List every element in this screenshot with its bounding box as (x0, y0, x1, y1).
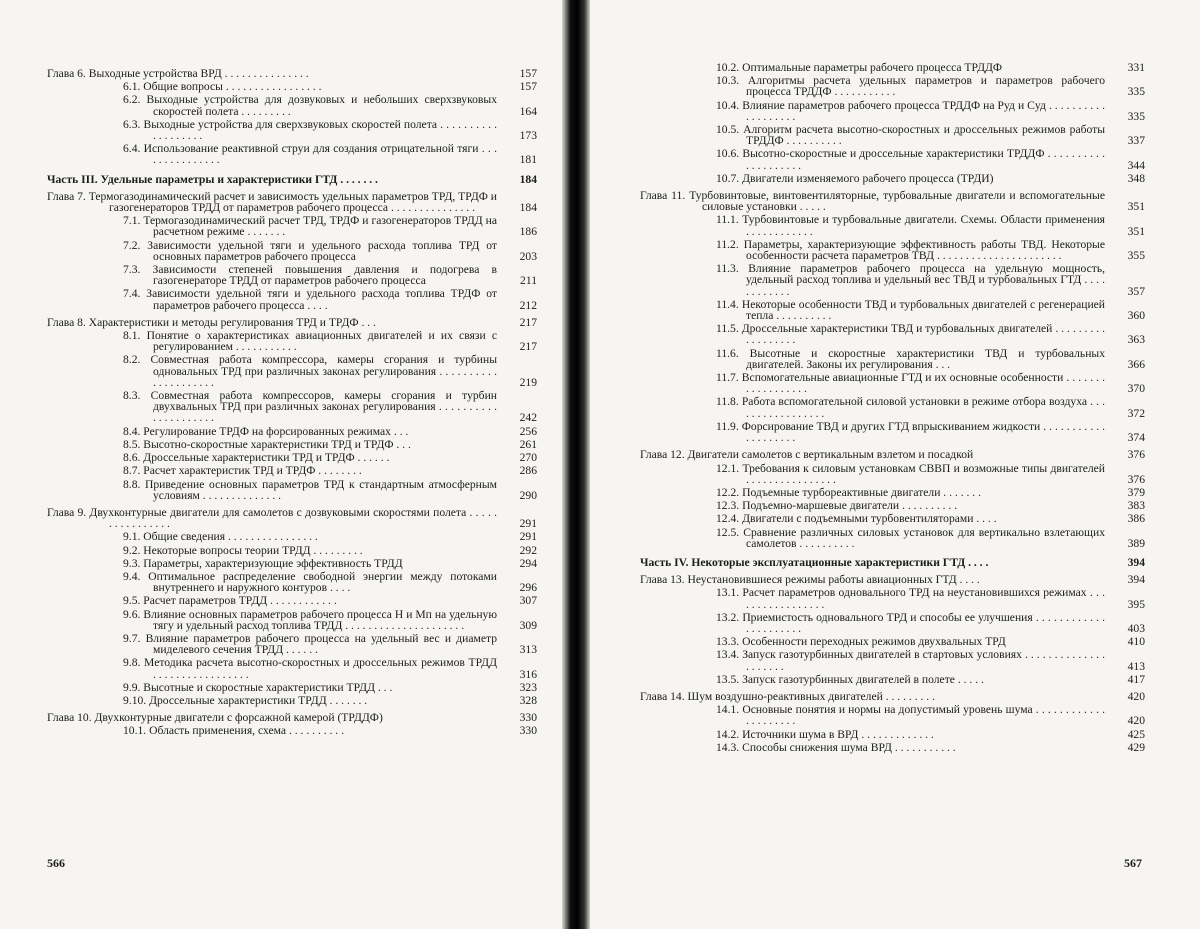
toc-entry-sec (123, 288, 537, 310)
toc-entry-chap (640, 190, 1145, 212)
toc-entry-page: 394 (1127, 573, 1145, 587)
toc-entry-title: 8.5. Высотно-скоростные характеристики ТРД и ТРДФ . . . (123, 437, 411, 451)
toc-entry-page: 335 (1127, 85, 1145, 99)
toc-entry-page: 291 (519, 517, 537, 531)
toc-left (47, 62, 537, 737)
toc-entry-title: 10.7. Двигатели изменяемого рабочего процесса (ТРДИ) (716, 171, 994, 185)
toc-entry-sec (716, 649, 1145, 671)
toc-entry-page: 351 (1127, 224, 1145, 238)
toc-entry-title: 9.6. Влияние основных параметров рабочего процесса H и Mп на удельную тягу и удельный расход топлива ТРДД . . . . . . . . . . . . . . . . . . . . . (123, 607, 497, 632)
toc-entry-page: 219 (519, 375, 537, 389)
toc-entry-page: 335 (1127, 109, 1145, 123)
toc-entry-page: 389 (1127, 536, 1145, 550)
toc-entry-sec (716, 396, 1145, 418)
toc-entry-sec (123, 215, 537, 237)
toc-entry-page: 173 (519, 129, 537, 143)
toc-entry-page: 290 (519, 488, 537, 502)
toc-entry-sec (123, 545, 537, 556)
toc-entry-page: 307 (519, 594, 537, 608)
toc-entry-page: 328 (519, 693, 537, 707)
toc-entry-page: 157 (519, 67, 537, 80)
toc-entry-page: 395 (1127, 597, 1145, 611)
toc-entry-chap (47, 191, 537, 213)
toc-entry-sec (716, 124, 1145, 146)
toc-entry-title: 13.1. Расчет параметров одновального ТРД на неустановившихся режимах . . . . . . . . . . . . . . . . . (716, 586, 1105, 611)
toc-entry-page: 212 (519, 298, 537, 312)
toc-entry-page: 296 (519, 581, 537, 595)
toc-entry-title: 12.5. Сравнение различных силовых установок для вертикально взлетающих самолетов . . . . . . . . . . (716, 525, 1105, 550)
toc-entry-title: Часть III. Удельные параметры и характеристики ГТД . . . . . . . (47, 172, 378, 186)
toc-entry-chap (640, 574, 1145, 585)
toc-entry-page: 331 (1127, 61, 1145, 74)
toc-entry-title: 10.3. Алгоритмы расчета удельных параметров и параметров рабочего процесса ТРДДФ . . . . . . . . . . . (716, 74, 1105, 99)
toc-entry-title: 7.3. Зависимости степеней повышения давления и подогрева в газогенераторе ТРДД от параметров рабочего процесса (123, 263, 497, 288)
toc-entry-title: 11.2. Параметры, характеризующие эффективность работы ТВД. Некоторые особенности расчета параметров ТВД . . . . . . . . . . . . . . . . . . . . . . (716, 237, 1105, 263)
toc-entry-sec (123, 94, 537, 116)
toc-entry-page: 217 (519, 315, 537, 329)
toc-entry-title: Глава 11. Турбовинтовые, винтовентиляторные, турбовальные двигатели и вспомогательные силовые установки . . . . . (640, 189, 1105, 214)
toc-entry-page: 309 (519, 618, 537, 632)
toc-entry-title: Глава 12. Двигатели самолетов с вертикальным взлетом и посадкой (640, 448, 974, 462)
toc-entry-page: 242 (519, 411, 537, 425)
toc-right (640, 60, 1145, 753)
toc-entry-sec (123, 426, 537, 437)
toc-entry-sec (716, 372, 1145, 394)
toc-entry-sec (716, 75, 1145, 97)
toc-entry-title: 9.3. Параметры, характеризующие эффективность ТРДД (123, 556, 403, 570)
toc-entry-page: 420 (1127, 714, 1145, 728)
toc-entry-title: 14.2. Источники шума в ВРД . . . . . . . . . . . . . (716, 727, 934, 741)
toc-entry-sec (716, 527, 1145, 549)
toc-entry-sec (716, 674, 1145, 685)
toc-entry-sec (123, 657, 537, 679)
toc-entry-sec (716, 421, 1145, 443)
toc-entry-page: 337 (1127, 134, 1145, 148)
toc-entry-title: 7.2. Зависимости удельной тяги и удельного расхода топлива ТРД от основных параметров рабочего процесса (123, 238, 497, 263)
toc-entry-sec (123, 439, 537, 450)
toc-entry-title: 9.5. Расчет параметров ТРДД . . . . . . . . . . . . (123, 594, 337, 608)
toc-entry-part (640, 557, 1145, 568)
toc-entry-title: 11.5. Дроссельные характеристики ТВД и турбовальных двигателей . . . . . . . . . . . . . . . . . . (716, 322, 1105, 347)
toc-entry-title: 9.8. Методика расчета высотно-скоростных и дроссельных режимов ТРДД . . . . . . . . . . . . . . . . . (123, 656, 497, 681)
toc-entry-sec (716, 148, 1145, 170)
page-number-right: 567 (1124, 856, 1142, 870)
toc-entry-sec (123, 465, 537, 476)
toc-entry-title: 13.2. Приемистость одновального ТРД и способы ее улучшения . . . . . . . . . . . . . . . . . . . . . . (716, 610, 1105, 635)
toc-entry-title: 6.3. Выходные устройства для сверхзвуковых скоростей полета . . . . . . . . . . . . . . . . . . . (123, 117, 497, 143)
toc-entry-sec (716, 587, 1145, 609)
toc-entry-title: 9.4. Оптимальное распределение свободной энергии между потоками внутреннего и наружного контуров . . . . (123, 569, 497, 595)
toc-entry-page: 294 (519, 556, 537, 570)
toc-entry-sec (716, 62, 1145, 73)
toc-entry-title: 6.4. Использование реактивной струи для создания отрицательной тяги . . . . . . . . . . . . . . . (123, 142, 497, 167)
toc-entry-sec (716, 487, 1145, 498)
toc-entry-page: 181 (519, 153, 537, 167)
toc-entry-sec (123, 143, 537, 165)
toc-entry-title: 10.6. Высотно-скоростные и дроссельные характеристики ТРДДФ . . . . . . . . . . . . . . . . . . . . (716, 147, 1105, 172)
toc-entry-page: 348 (1127, 171, 1145, 185)
toc-entry-sec (123, 479, 537, 501)
toc-entry-page: 184 (519, 201, 537, 215)
toc-entry-sec (716, 513, 1145, 524)
toc-entry-title: 7.4. Зависимости удельной тяги и удельного расхода топлива ТРДФ от параметров рабочего процесса . . . . (123, 287, 497, 312)
toc-entry-title: 6.2. Выходные устройства для дозвуковых и небольших сверхзвуковых скоростей полета . . . . . . . . . (123, 93, 497, 118)
toc-entry-page: 203 (519, 249, 537, 263)
toc-entry-title: 11.1. Турбовинтовые и турбовальные двигатели. Схемы. Области применения . . . . . . . . . . . . (716, 213, 1105, 238)
toc-entry-sec (716, 100, 1145, 122)
toc-entry-sec (123, 571, 537, 593)
toc-entry-page: 376 (1127, 472, 1145, 486)
toc-entry-page: 394 (1127, 555, 1145, 569)
toc-entry-sec (716, 214, 1145, 236)
toc-entry-title: Часть IV. Некоторые эксплуатационные характеристики ГТД . . . . (640, 555, 989, 569)
toc-entry-chap (47, 317, 537, 328)
toc-entry-page: 360 (1127, 309, 1145, 323)
book-gutter (562, 0, 590, 929)
toc-entry-page: 379 (1127, 485, 1145, 499)
toc-entry-page: 330 (519, 711, 537, 725)
toc-entry-title: 9.7. Влияние параметров рабочего процесса на удельный вес и диаметр миделевого сечения ТРДД . . . . . . (123, 631, 497, 657)
toc-entry-page: 184 (519, 172, 537, 186)
toc-entry-title: Глава 13. Неустановившиеся режимы работы авиационных ГТД . . . . (640, 573, 980, 587)
toc-entry-sec (123, 695, 537, 706)
toc-entry-sec (716, 500, 1145, 511)
toc-entry-page: 357 (1127, 284, 1145, 298)
left-page (0, 0, 562, 929)
toc-entry-page: 429 (1127, 740, 1145, 754)
toc-entry-page: 157 (519, 80, 537, 94)
toc-entry-page: 164 (519, 104, 537, 118)
toc-entry-page: 270 (519, 451, 537, 465)
toc-entry-title: 6.1. Общие вопросы . . . . . . . . . . . . . . . . . (123, 80, 322, 94)
toc-entry-sec (123, 240, 537, 262)
toc-entry-page: 344 (1127, 158, 1145, 172)
toc-entry-page: 351 (1127, 200, 1145, 214)
toc-entry-sec (123, 264, 537, 286)
toc-entry-sec (123, 682, 537, 693)
toc-entry-sec (123, 119, 537, 141)
toc-entry-sec (716, 704, 1145, 726)
toc-entry-title: 8.1. Понятие о характеристиках авиационных двигателей и их связи с регулированием . . . . . . . . . . . (123, 329, 497, 354)
toc-entry-sec (123, 390, 537, 424)
toc-entry-sec (123, 531, 537, 542)
toc-entry-page: 292 (519, 543, 537, 557)
toc-entry-page: 425 (1127, 727, 1145, 741)
toc-entry-sec (123, 81, 537, 92)
toc-entry-page: 403 (1127, 621, 1145, 635)
toc-entry-sec (123, 595, 537, 606)
toc-entry-title: 11.8. Работа вспомогательной силовой установки в режиме отбора воздуха . . . . . . . . . . . . . . . . . (716, 395, 1105, 420)
toc-entry-title: 14.3. Способы снижения шума ВРД . . . . . . . . . . . (716, 740, 956, 754)
toc-entry-sec (716, 742, 1145, 753)
toc-entry-title: 14.1. Основные понятия и нормы на допустимый уровень шума . . . . . . . . . . . . . . . . . . . . . (716, 703, 1105, 728)
toc-entry-title: 10.1. Область применения, схема . . . . . . . . . . (123, 724, 344, 738)
toc-entry-sec (716, 173, 1145, 184)
toc-entry-page: 374 (1127, 431, 1145, 445)
toc-entry-page: 383 (1127, 499, 1145, 513)
toc-entry-chap (640, 449, 1145, 460)
toc-entry-title: 10.4. Влияние параметров рабочего процесса ТРДДФ на Pуд и Cуд . . . . . . . . . . . . . . . . . . . (716, 98, 1105, 123)
toc-entry-title: Глава 14. Шум воздушно-реактивных двигателей . . . . . . . . . (640, 689, 935, 703)
toc-entry-title: 11.7. Вспомогательные авиационные ГТД и их основные особенности . . . . . . . . . . . . . . . . . . (716, 371, 1105, 396)
toc-entry-title: Глава 10. Двухконтурные двигатели с форсажной камерой (ТРДДФ) (47, 711, 383, 725)
toc-entry-title: 11.3. Влияние параметров рабочего процесса на удельную мощность, удельный расход топлива и удельный вес ТВД и турбовальных ГТД . . . . . . . . . . . . (716, 262, 1105, 298)
toc-entry-chap (47, 712, 537, 723)
toc-entry-page: 355 (1127, 249, 1145, 263)
toc-entry-page: 261 (519, 437, 537, 451)
toc-entry-sec (123, 633, 537, 655)
toc-entry-page: 386 (1127, 512, 1145, 526)
toc-entry-page: 217 (519, 340, 537, 354)
toc-entry-page: 330 (519, 724, 537, 738)
toc-entry-title: 9.9. Высотные и скоростные характеристики ТРДД . . . (123, 680, 393, 694)
toc-entry-title: 11.6. Высотные и скоростные характеристики ТВД и турбовальных двигателей. Законы их регулирования . . . (716, 346, 1105, 371)
toc-entry-sec (123, 330, 537, 352)
toc-entry-page: 211 (520, 274, 537, 288)
toc-entry-chap (640, 691, 1145, 702)
toc-entry-sec (123, 609, 537, 631)
toc-entry-title: 10.2. Оптимальные параметры рабочего процесса ТРДДФ (716, 61, 1003, 74)
toc-entry-sec (716, 263, 1145, 297)
toc-entry-title: 8.4. Регулирование ТРДФ на форсированных режимах . . . (123, 424, 409, 438)
toc-entry-page: 420 (1127, 689, 1145, 703)
toc-entry-sec (716, 323, 1145, 345)
toc-entry-title: 8.6. Дроссельные характеристики ТРД и ТРДФ . . . . . . (123, 451, 390, 465)
toc-entry-title: 13.3. Особенности переходных режимов двухвальных ТРД (716, 635, 1006, 649)
toc-entry-sec (716, 636, 1145, 647)
toc-entry-title: 8.7. Расчет характеристик ТРД и ТРДФ . . . . . . . . (123, 464, 362, 478)
page-number-left: 566 (47, 856, 65, 870)
toc-entry-title: 13.4. Запуск газотурбинных двигателей в стартовых условиях . . . . . . . . . . . . . . . . . . . . . (716, 648, 1105, 673)
toc-entry-page: 376 (1127, 448, 1145, 462)
toc-entry-title: Глава 7. Термогазодинамический расчет и зависимость удельных параметров ТРД, ТРДФ и газогенераторов ТРДД от параметров рабочего процесса . . . . . . . . . . . . . . . (47, 189, 497, 215)
toc-entry-title: 9.10. Дроссельные характеристики ТРДД . . . . . . . (123, 693, 368, 707)
toc-entry-page: 363 (1127, 333, 1145, 347)
toc-entry-sec (716, 348, 1145, 370)
toc-entry-title: 8.8. Приведение основных параметров ТРД к стандартным атмосферным условиям . . . . . . . . . . . . . . (123, 477, 497, 502)
toc-entry-sec (123, 558, 537, 569)
toc-entry-title: 13.5. Запуск газотурбинных двигателей в полете . . . . . (716, 672, 984, 686)
toc-entry-page: 417 (1127, 672, 1145, 686)
toc-entry-page: 372 (1127, 406, 1145, 420)
toc-entry-page: 313 (519, 643, 537, 657)
toc-entry-sec (123, 725, 537, 736)
toc-entry-title: Глава 6. Выходные устройства ВРД . . . . . . . . . . . . . . . (47, 67, 309, 80)
toc-entry-page: 316 (519, 667, 537, 681)
toc-entry-title: 12.1. Требования к силовым установкам СВВП и возможные типы двигателей . . . . . . . . . . . . . . . . (716, 461, 1105, 486)
toc-entry-part (47, 174, 537, 185)
toc-entry-chap (47, 507, 537, 529)
toc-entry-title: 12.4. Двигатели с подъемными турбовентиляторами . . . . (716, 512, 997, 526)
toc-entry-title: 9.1. Общие сведения . . . . . . . . . . . . . . . . (123, 530, 318, 544)
toc-entry-sec (123, 354, 537, 388)
toc-entry-page: 413 (1127, 659, 1145, 673)
toc-entry-title: 10.5. Алгоритм расчета высотно-скоростных и дроссельных режимов работы ТРДДФ . . . . . . . . . . (716, 123, 1105, 148)
toc-entry-title: 11.9. Форсирование ТВД и других ГТД впрыскиванием жидкости . . . . . . . . . . . . . . . . . . . . (716, 419, 1105, 445)
toc-entry-page: 366 (1127, 357, 1145, 371)
toc-entry-sec (716, 299, 1145, 321)
toc-entry-title: 12.2. Подъемные турбореактивные двигатели . . . . . . . (716, 485, 981, 499)
right-page (590, 0, 1200, 929)
toc-entry-sec (123, 452, 537, 463)
toc-entry-title: 9.2. Некоторые вопросы теории ТРДД . . . . . . . . . (123, 543, 363, 557)
toc-entry-title: 7.1. Термогазодинамический расчет ТРД, ТРДФ и газогенераторов ТРДД на расчетном режиме . . . . . . . (123, 214, 497, 239)
toc-entry-chap (47, 68, 537, 79)
toc-entry-page: 286 (519, 464, 537, 478)
toc-entry-title: Глава 8. Характеристики и методы регулирования ТРД и ТРДФ . . . (47, 315, 376, 329)
toc-entry-sec (716, 729, 1145, 740)
toc-entry-sec (716, 463, 1145, 485)
toc-entry-page: 291 (519, 530, 537, 544)
toc-entry-page: 370 (1127, 382, 1145, 396)
toc-entry-title: 11.4. Некоторые особенности ТВД и турбовальных двигателей с регенерацией тепла . . . . . . . . . . (716, 297, 1105, 323)
toc-entry-title: 12.3. Подъемно-маршевые двигатели . . . . . . . . . . (716, 499, 958, 513)
toc-entry-title: 8.3. Совместная работа компрессоров, камеры сгорания и турбин двухвальных ТРД при различных законах регулирования . . . . . . . . . . . . . . . . . . . . . (123, 389, 497, 425)
toc-entry-page: 410 (1127, 635, 1145, 649)
toc-entry-page: 256 (519, 424, 537, 438)
toc-entry-sec (716, 239, 1145, 261)
toc-entry-sec (716, 612, 1145, 634)
toc-entry-title: Глава 9. Двухконтурные двигатели для самолетов с дозвуковыми скоростями полета . . . . . . . . . . . . . . . . (47, 505, 497, 531)
toc-entry-title: 8.2. Совместная работа компрессора, камеры сгорания и турбины одновальных ТРД при различных законах регулирования . . . . . . . . . . . . . . . . . . . . . (123, 353, 497, 389)
toc-entry-page: 186 (519, 225, 537, 239)
toc-entry-page: 323 (519, 680, 537, 694)
